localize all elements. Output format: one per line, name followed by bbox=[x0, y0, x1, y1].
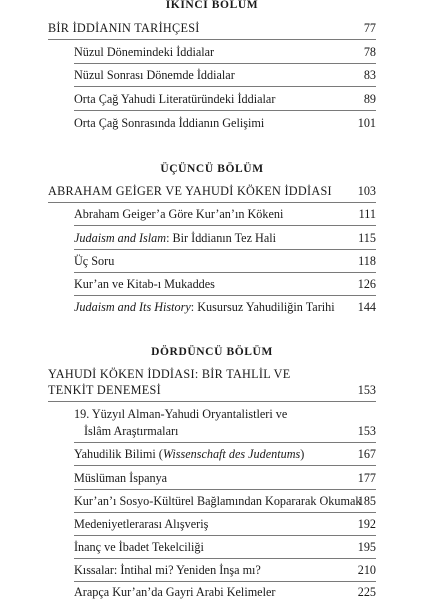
toc-page-number: 153 bbox=[357, 383, 376, 397]
toc-entry-cont bbox=[0, 423, 424, 439]
toc-entry bbox=[0, 584, 424, 600]
toc-entry-title: Orta Çağ Yahudi Literatüründeki İddialar bbox=[74, 92, 276, 106]
toc-entry bbox=[0, 562, 424, 578]
toc-entry-title: Abraham Geiger’a Göre Kur’an’ın Kökeni bbox=[74, 207, 284, 221]
toc-page-number: 78 bbox=[363, 45, 376, 59]
toc-page-number: 89 bbox=[363, 92, 376, 106]
divider bbox=[74, 489, 376, 490]
toc-entry-title: Orta Çağ Sonrasında İddianın Gelişimi bbox=[74, 116, 265, 130]
toc-page-number: 167 bbox=[357, 447, 376, 461]
toc-entry-title: Kıssalar: İntihal mi? Yeniden İnşa mı? bbox=[74, 563, 261, 577]
toc-chapter-entry bbox=[0, 183, 424, 199]
section-heading: DÖRDÜNCÜ BÖLÜM bbox=[151, 346, 273, 358]
toc-page-number: 225 bbox=[357, 585, 376, 599]
toc-entry bbox=[0, 446, 424, 462]
toc-entry bbox=[0, 493, 424, 509]
toc-entry bbox=[0, 516, 424, 532]
divider bbox=[74, 272, 376, 273]
toc-entry bbox=[0, 91, 424, 107]
toc-page-number: 103 bbox=[357, 184, 376, 198]
toc-entry bbox=[0, 406, 424, 422]
toc-entry-title: Nüzul Dönemindeki İddialar bbox=[74, 45, 215, 59]
toc-page-number: 177 bbox=[357, 471, 376, 485]
toc-page-number: 126 bbox=[357, 277, 376, 291]
toc-entry-title-rest: ) bbox=[300, 447, 305, 461]
toc-entry-title: Nüzul Sonrası Dönemde İddialar bbox=[74, 68, 235, 82]
toc-entry-title-line1: 19. Yüzyıl Alman-Yahudi Oryantalistleri ve bbox=[74, 407, 288, 421]
divider bbox=[48, 202, 376, 203]
toc-chapter-entry bbox=[0, 20, 424, 36]
toc-entry-title: Müslüman İspanya bbox=[74, 471, 168, 485]
toc-entry-title-pre: Yahudilik Bilimi ( bbox=[74, 447, 163, 461]
toc-entry-title: Üç Soru bbox=[74, 254, 115, 268]
divider bbox=[74, 558, 376, 559]
italic-term: Wissenschaft des Judentums bbox=[162, 447, 301, 461]
divider bbox=[74, 465, 376, 466]
toc-entry bbox=[0, 470, 424, 486]
toc-entry-title-line2: TENKİT DENEMESİ bbox=[48, 383, 161, 397]
toc-page-number: 153 bbox=[357, 424, 376, 438]
italic-book-title: Judaism and Its History bbox=[74, 300, 191, 314]
toc-entry bbox=[0, 539, 424, 555]
toc-entry bbox=[0, 253, 424, 269]
divider bbox=[48, 39, 376, 40]
toc-entry-title-rest: : Kusursuz Yahudiliğin Tarihi bbox=[190, 300, 335, 314]
divider bbox=[74, 225, 376, 226]
toc-entry bbox=[0, 44, 424, 60]
toc-entry-title-rest: : Bir İddianın Tez Hali bbox=[166, 231, 277, 245]
divider bbox=[74, 86, 376, 87]
toc-entry-title: Kur’an’ı Sosyo-Kültürel Bağlamından Kopararak Okumak bbox=[74, 494, 362, 508]
toc-page-number: 77 bbox=[363, 21, 376, 35]
toc-entry-title: Medeniyetlerarası Alışveriş bbox=[74, 517, 209, 531]
section-heading: İKİNCİ BÖLÜM bbox=[165, 0, 259, 11]
toc-entry-title: İnanç ve İbadet Tekelciliği bbox=[74, 540, 204, 554]
section-heading: ÜÇÜNCÜ BÖLÜM bbox=[160, 163, 264, 175]
toc-page-number: 192 bbox=[357, 517, 376, 531]
toc-chapter-entry-cont bbox=[0, 382, 424, 398]
divider bbox=[74, 63, 376, 64]
toc-page-number: 111 bbox=[358, 207, 376, 221]
toc-entry bbox=[0, 230, 424, 246]
toc-page-number: 101 bbox=[357, 116, 376, 130]
divider bbox=[74, 110, 376, 111]
toc-page-number: 83 bbox=[363, 68, 376, 82]
toc-entry-title: Arapça Kur’an’da Gayri Arabi Kelimeler bbox=[74, 585, 276, 599]
toc-entry bbox=[0, 299, 424, 315]
divider bbox=[74, 581, 376, 582]
divider bbox=[74, 512, 376, 513]
toc-entry-title-line2: İslâm Araştırmaları bbox=[84, 424, 179, 438]
toc-entry-title-line1: YAHUDİ KÖKEN İDDİASI: BİR TAHLİL VE bbox=[48, 367, 291, 381]
toc-entry-title: BİR İDDİANIN TARİHÇESİ bbox=[48, 21, 200, 35]
toc-page-number: 210 bbox=[357, 563, 376, 577]
divider bbox=[74, 249, 376, 250]
toc-entry bbox=[0, 67, 424, 83]
toc-page-number: 185 bbox=[357, 494, 376, 508]
toc-page-number: 195 bbox=[357, 540, 376, 554]
divider bbox=[74, 442, 376, 443]
toc-entry-title bbox=[74, 446, 304, 462]
toc-entry bbox=[0, 206, 424, 222]
divider bbox=[74, 535, 376, 536]
toc-entry bbox=[0, 276, 424, 292]
toc-entry bbox=[0, 115, 424, 131]
toc-entry-title bbox=[74, 230, 276, 246]
toc-page-number: 115 bbox=[358, 231, 376, 245]
toc-page-number: 144 bbox=[357, 300, 376, 314]
toc-entry-title bbox=[74, 299, 335, 315]
divider bbox=[48, 401, 376, 402]
italic-book-title: Judaism and Islam bbox=[74, 231, 167, 245]
toc-entry-title: Kur’an ve Kitab-ı Mukaddes bbox=[74, 277, 215, 291]
toc-page-number: 118 bbox=[358, 254, 376, 268]
toc-chapter-entry bbox=[0, 366, 424, 382]
toc-entry-title: ABRAHAM GEİGER VE YAHUDİ KÖKEN İDDİASI bbox=[48, 184, 332, 198]
divider bbox=[74, 295, 376, 296]
